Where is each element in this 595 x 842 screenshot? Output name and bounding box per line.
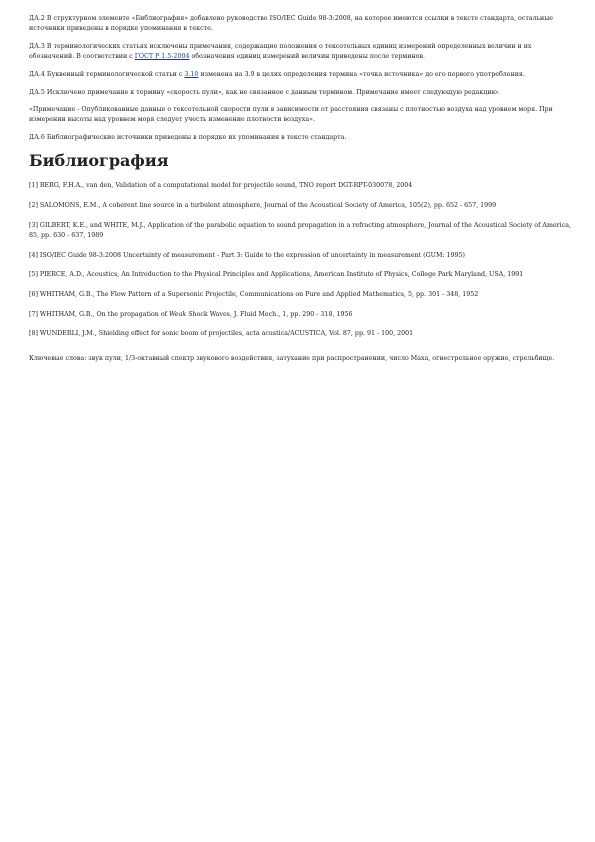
reference-text: [8] WUNDERLI, J.M., Shielding effect for sonic boom of projectiles, acta acustica/ACUSTICA, Vol. 87, pp. 91 - 100, 2001 [29, 330, 414, 338]
reference-item [29, 329, 574, 339]
reference-item [29, 221, 574, 241]
reference-text: [2] SALOMONS, E.M., A coherent line source in a turbulent atmosphere, Journal of the Acoustical Society of America, 105(2), pp. 652 - 657, 1999 [29, 202, 497, 210]
reference-text: [4] ISO/IEC Guide 98-3:2008 Uncertainty of measurement - Part 3: Guide to the expression of uncertainty in measurement (GUM: 1995) [29, 251, 466, 259]
paragraph-da3 [29, 42, 574, 62]
reference-italic-text: Weak [168, 310, 187, 318]
reference-item [29, 270, 574, 280]
paragraph-da4 [29, 70, 574, 80]
document-page [29, 14, 574, 370]
bibliography-heading: Библиография [29, 151, 169, 171]
reference-text: [6] WHITHAM, G.B., The Flow Pattern of a Supersonic Projectile, Communications on Pure and Applied Mathematics, 5, pp. 301 - 348, 1952 [29, 291, 479, 299]
reference-text: [3] GILBERT, K.E., and WHITE, M.J., Application of the parabolic equation to sound propagation in a refracting atmosphere, Journal of the Acoustical Society of America, 85, pp. 630 - 637, 1989 [29, 221, 571, 239]
da3-text-start: ДА.3 В терминологических статьях исключены примечания, содержащие положения о тексотельных единиц измерений определенных величин и их обозначений. В соответствии с [29, 42, 532, 61]
da4-text-start: ДА.4 Буквенный терминологической статьи с [29, 70, 185, 78]
paragraph-da5-quote: «Примечание - Опубликованные данные о тексотельной скорости пули в зависимости от расстояния связаны с плотностью воздуха над уровнем моря. При измерении высоты над уровнем моря следует учесть изменение плотности воздуха». [29, 106, 553, 124]
paragraph-da6: ДА.6 Библиографические источники приведены в порядке их упоминания в тексте стандарта. [29, 134, 347, 142]
reference-item [29, 251, 574, 261]
paragraph-da2: ДА.2 В структурном элементе «Библиография» добавлено руководство ISO/IEC Guide 98-3:2008, на которое имеются ссылки в тексте стандарта, остальные источники приведены в порядке упоминания в тексте. [29, 15, 553, 33]
reference-item [29, 181, 574, 191]
reference-list [29, 181, 574, 339]
reference-text: [7] WHITHAM, G.B., On the propagation of [29, 310, 169, 318]
reference-text-end: Shock Waves, J. Fluid Mech., 1, pp. 290 - 318, 1956 [186, 310, 353, 318]
paragraph-da5: ДА.5 Исключено примечание к термину «скорость пули», как не связанное с данным термином. Примечание имеет следующую редакцию: [29, 88, 500, 96]
reference-item [29, 310, 574, 320]
da3-text-end: обозначения единиц измерений величин приведены после терминов. [189, 53, 425, 61]
da4-text-end: изменена на 3.9 в целях определения термина «точка источника» до его первого употребления. [198, 70, 525, 78]
reference-item [29, 290, 574, 300]
keywords: Ключевые слова: звук пули, 1/3-октавный спектр звукового воздействия, затухание при распространении, число Маха, огнестрельное оружие, стрельбище. [29, 354, 555, 362]
section-link[interactable]: 3.10 [184, 70, 199, 78]
gost-link[interactable]: ГОСТ Р 1.5-2004 [134, 53, 190, 61]
reference-text: [5] PIERCE, A.D., Acoustics, An Introduction to the Physical Principles and Applications, American Institute of Physics, College Park Maryland, USA, 1991 [29, 271, 524, 279]
reference-text: [1] BERG, F.H.A., van den, Validation of a computational model for projectile sound, TNO report DGT-RPT-030078, 2004 [29, 182, 413, 190]
reference-item [29, 201, 574, 211]
